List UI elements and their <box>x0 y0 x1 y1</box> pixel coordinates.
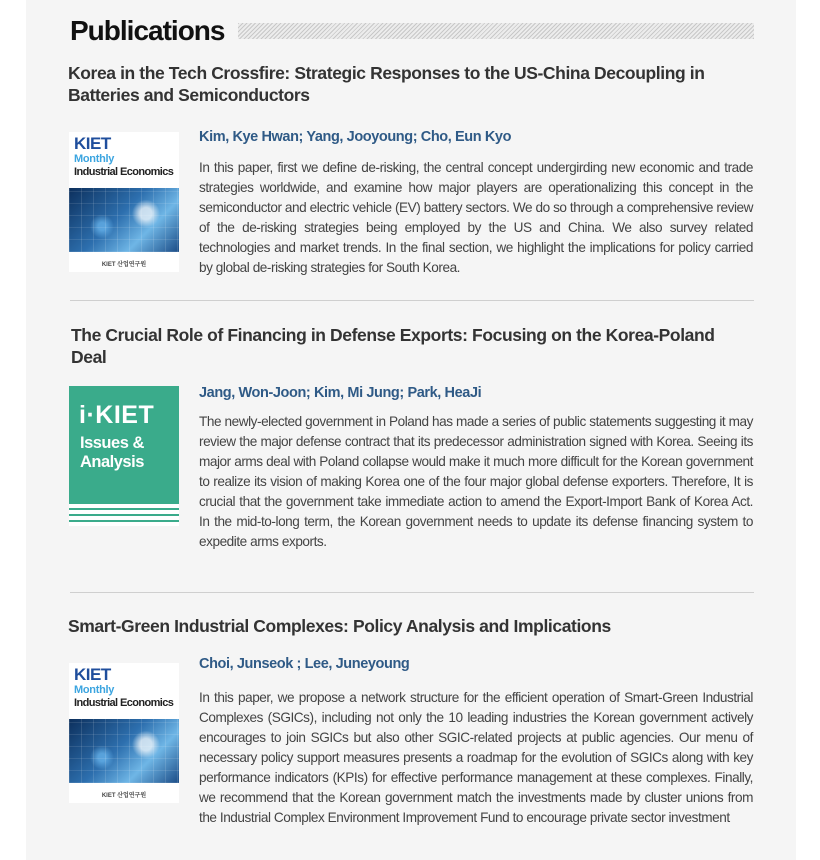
publication-cover[interactable] <box>69 386 179 526</box>
publication-cover[interactable] <box>69 132 179 272</box>
cover-image <box>69 719 179 783</box>
cover-subtitle: Industrial Economics <box>74 166 174 178</box>
publication-title[interactable]: The Crucial Role of Financing in Defense Exports: Focusing on the Korea-Poland Deal <box>71 325 715 367</box>
cover-series <box>80 434 144 472</box>
header-hatch-decoration <box>238 23 754 39</box>
cover-footer: KIET 산업연구원 <box>101 793 147 799</box>
cover-image <box>69 188 179 252</box>
publication-item <box>68 615 758 855</box>
publication-abstract: In this paper, first we define de-risking, the central concept undergirding new economic and trade strategies worldwide, and examine how major players are operationalizing this concept in the semiconductor and electric vehicle (EV) battery sectors. We do so through a comprehensive review of the de-risking strategies being employed by the US and China. We also survey related technologies and market trends. In the final section, we highlight the implications for policy carried by global de-risking strategies for South Korea. <box>199 160 753 275</box>
publication-abstract: In this paper, we propose a network structure for the efficient operation of Smart-Green Industrial Complexes (SGICs), including not only the 10 leading industries the Korean government actively encourages to join SGICs but also other SGIC-related projects at public agencies. Our menu of necessary policy support measures presents a roadmap for the evolution of SGICs along with key performance indicators (KPIs) for effective performance management at these complexes. Finally, we recommend that the Korean government match the investments made by cluster unions from the Industrial Complex Environment Improvement Fund to encourage private sector investment <box>199 690 753 825</box>
divider <box>70 300 754 301</box>
cover-footer: KIET 산업연구원 <box>101 262 147 268</box>
publication-authors: Kim, Kye Hwan; Yang, Jooyoung; Cho, Eun Kyo <box>199 129 512 145</box>
page-title: Publications <box>70 15 225 46</box>
cover-brand: KIET <box>74 665 111 684</box>
cover-subtitle: Industrial Economics <box>74 697 174 709</box>
cover-stripes <box>69 502 179 526</box>
publication-title[interactable]: Korea in the Tech Crossfire: Strategic Responses to the US-China Decoupling in Batteries and Semiconductors <box>68 63 705 105</box>
cover-series-line1: Issues & <box>80 434 144 452</box>
cover-brand: KIET <box>74 134 111 153</box>
publication-title[interactable]: Smart-Green Industrial Complexes: Policy Analysis and Implications <box>68 616 611 636</box>
publication-abstract: The newly-elected government in Poland has made a series of public statements suggesting it may review the major defense contract that its predecessor administration signed with Korea. Seeing its major arms deal with Poland collapse would make it much more difficult for the Korean government to realize its vision of making Korea one of the four major global defense exporters. Therefore, It is crucial that the government take immediate action to amend the Export-Import Bank of Korea Act. In the mid-to-long term, the Korean government needs to update its defense financing system to expedite arms exports. <box>199 414 753 549</box>
cover-series: Monthly <box>74 684 115 696</box>
cover-brand: i·KIET <box>79 401 155 429</box>
publication-cover[interactable] <box>69 663 179 803</box>
cover-series: Monthly <box>74 153 115 165</box>
divider <box>70 592 754 593</box>
publication-authors: Choi, Junseok ; Lee, Juneyoung <box>199 656 410 672</box>
section-header <box>70 12 754 50</box>
publication-item <box>68 324 758 574</box>
publication-item <box>68 62 758 292</box>
publication-authors: Jang, Won-Joon; Kim, Mi Jung; Park, HeaJi <box>199 385 482 401</box>
cover-series-line2: Analysis <box>80 453 144 471</box>
